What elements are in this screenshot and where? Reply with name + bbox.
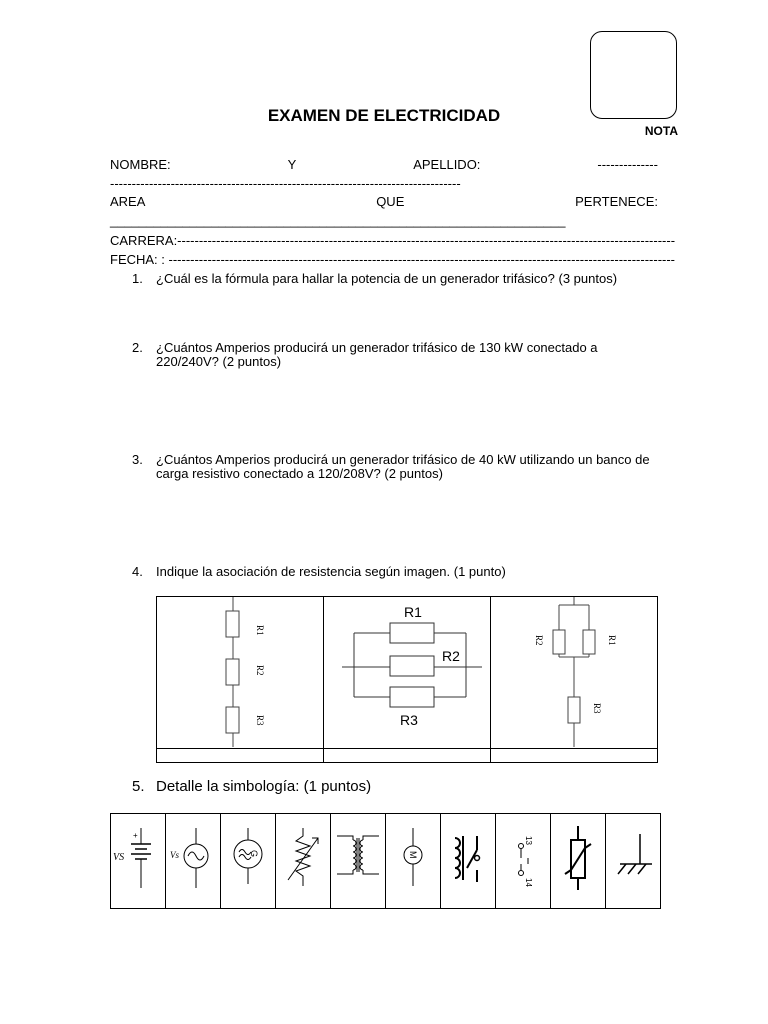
symbol-cell-8 — [496, 814, 551, 909]
name-dashes: -------------- — [597, 157, 658, 172]
ground-icon — [606, 814, 660, 908]
svg-text:Vs: Vs — [170, 850, 179, 860]
name-row — [110, 157, 658, 172]
series-circuit-cell — [157, 597, 324, 749]
question-number: 4. — [132, 564, 143, 579]
area-underline: _______________________________________________________________ — [110, 213, 566, 228]
svg-text:13: 13 — [524, 836, 533, 845]
ac-generator-icon — [221, 814, 275, 908]
relay-icon — [441, 814, 495, 908]
resistor-circuits-table — [156, 596, 658, 763]
question-number: 3. — [132, 452, 143, 467]
svg-text:G: G — [249, 850, 259, 858]
question-text: ¿Cuántos Amperios producirá un generador trifásico de 130 kW conectado a 220/240V? (2 puntos) — [156, 340, 598, 369]
motor-icon — [386, 814, 440, 908]
symbol-cell-4 — [276, 814, 331, 909]
exam-title: EXAMEN DE ELECTRICIDAD — [267, 106, 501, 125]
resistor-label: R2 — [534, 635, 544, 646]
resistor-label: R1 — [607, 635, 617, 646]
date-line: FECHA: : --------------------------------------------------------------------------------------------------------------------- — [110, 252, 676, 267]
svg-text:VS: VS — [113, 852, 125, 863]
resistor-label: R1 — [255, 625, 265, 636]
question-text: ¿Cuál es la fórmula para hallar la potencia de un generador trifásico? (3 puntos) — [156, 271, 618, 286]
symbols-table — [110, 813, 661, 909]
resistor-label: R1 — [404, 604, 422, 620]
surname-label: APELLIDO: — [413, 157, 481, 172]
push-button-icon — [496, 814, 550, 908]
varistor-icon — [551, 814, 605, 908]
question-number: 1. — [132, 271, 143, 286]
career-line: CARRERA:------------------------------------------------------------------------------------------------------------------- — [110, 233, 676, 248]
svg-text:M: M — [408, 851, 418, 859]
parallel-circuit-icon — [324, 597, 490, 747]
area-row — [110, 194, 658, 209]
svg-text:14: 14 — [524, 878, 533, 887]
mixed-circuit-icon — [491, 597, 657, 747]
resistor-label: R2 — [255, 665, 265, 676]
name-dashes-line: --------------------------------------------------------------------------------- — [110, 176, 461, 191]
resistor-label: R3 — [592, 703, 602, 714]
name-label: NOMBRE: — [110, 157, 171, 172]
question-text: Detalle la simbología: (1 puntos) — [156, 778, 372, 795]
parallel-answer-cell[interactable] — [324, 748, 491, 762]
resistor-label: R3 — [400, 712, 418, 728]
question-number: 5. — [132, 778, 145, 795]
symbol-cell-9 — [551, 814, 606, 909]
ac-voltage-source-icon — [166, 814, 220, 908]
symbol-cell-1 — [111, 814, 166, 909]
resistor-label: R2 — [442, 648, 460, 664]
series-answer-cell[interactable] — [157, 748, 324, 762]
area-label: AREA — [110, 194, 146, 209]
symbol-cell-5 — [331, 814, 386, 909]
symbol-cell-10 — [606, 814, 661, 909]
transformer-icon — [331, 814, 385, 908]
symbol-cell-6 — [386, 814, 441, 909]
parallel-circuit-cell — [324, 597, 491, 749]
question-number: 2. — [132, 340, 143, 355]
question-text: Indique la asociación de resistencia según imagen. (1 punto) — [156, 564, 506, 579]
variable-resistor-icon — [276, 814, 330, 908]
mixed-circuit-cell — [491, 597, 658, 749]
dc-voltage-source-icon — [111, 814, 165, 908]
resistor-label: R3 — [255, 715, 265, 726]
grade-label: NOTA — [644, 124, 678, 138]
question-text: ¿Cuántos Amperios producirá un generador trifásico de 40 kW utilizando un banco de carga resistivo conectado a 120/208V? (2 puntos) — [156, 452, 650, 481]
and-label: Y — [287, 157, 297, 172]
svg-text:+: + — [133, 831, 138, 840]
series-circuit-icon — [157, 597, 323, 747]
that-label: QUE — [376, 194, 405, 209]
symbol-cell-2 — [166, 814, 221, 909]
symbol-cell-7 — [441, 814, 496, 909]
symbol-cell-3 — [221, 814, 276, 909]
mixed-answer-cell[interactable] — [491, 748, 658, 762]
belongs-label: PERTENECE: — [575, 194, 658, 209]
